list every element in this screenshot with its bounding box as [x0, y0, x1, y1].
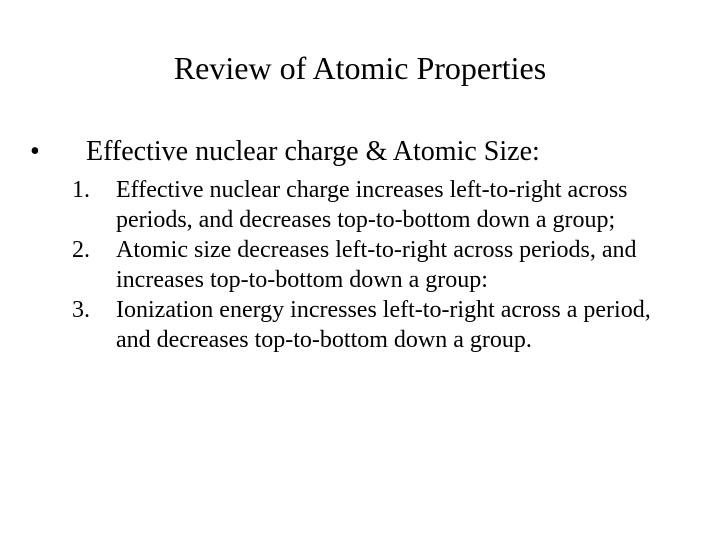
main-bullet-text: Effective nuclear charge & Atomic Size: [86, 136, 540, 167]
list-item-text: Ionization energy incresses left-to-right across a period, and decreases top-to-bottom down a group. [116, 297, 651, 353]
numbered-list [72, 175, 688, 355]
list-item-text: Effective nuclear charge increases left-to-right across periods, and decreases top-to-bottom down a group; [116, 177, 628, 233]
list-item-text: Atomic size decreases left-to-right across periods, and increases top-to-bottom down a group: [116, 237, 637, 293]
bullet-icon: • [30, 136, 40, 167]
list-item [72, 175, 688, 235]
slide-title: Review of Atomic Properties [173, 50, 547, 86]
list-item-number: 2. [72, 237, 90, 263]
list-item-number: 3. [72, 297, 90, 323]
list-item-number: 1. [72, 177, 90, 203]
list-item [72, 295, 688, 355]
list-item [72, 235, 688, 295]
